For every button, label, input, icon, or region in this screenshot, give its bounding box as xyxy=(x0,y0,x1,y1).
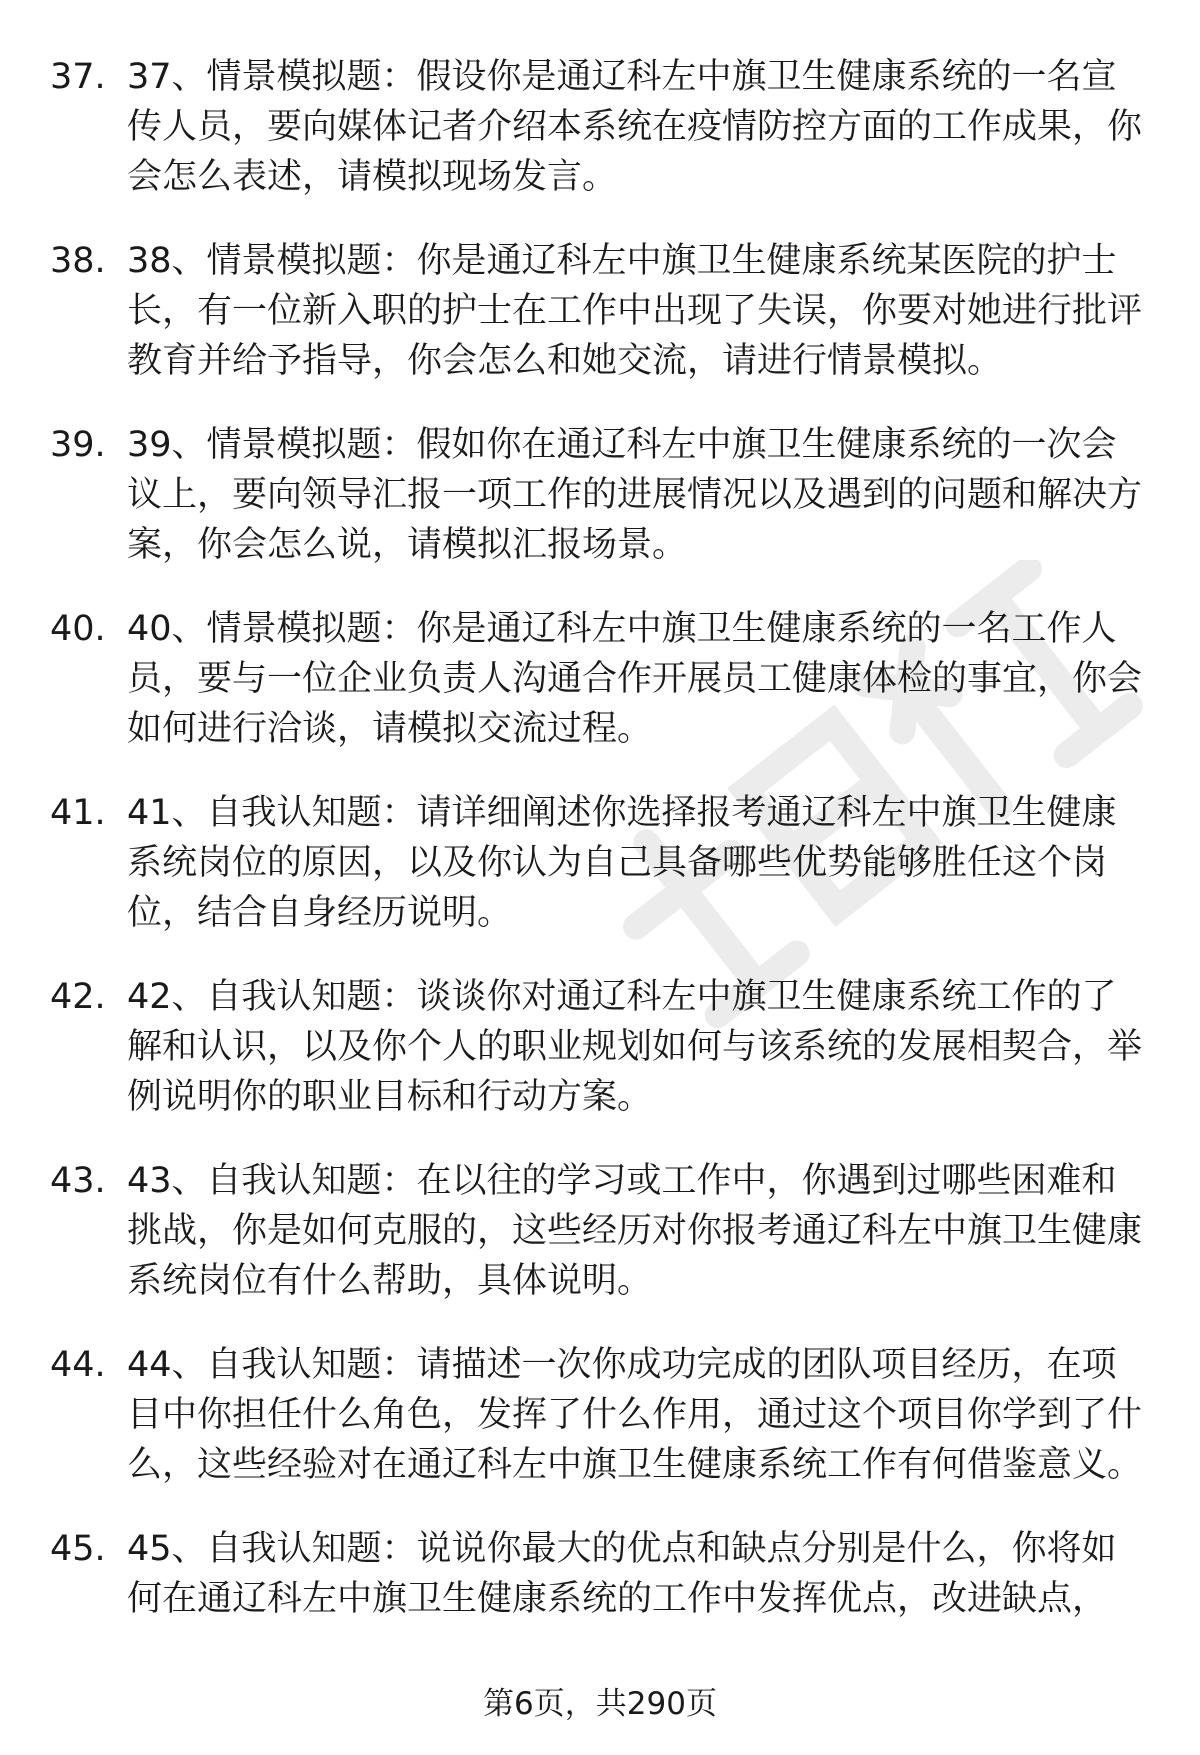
question-item xyxy=(0,1524,1200,1624)
question-number: 44. xyxy=(50,1345,106,1385)
question-item xyxy=(0,1156,1200,1306)
question-text: 39、情景模拟题：假如你在通辽科左中旗卫生健康系统的一次会议上，要向领导汇报一项工作的进展情况以及遇到的问题和解决方案，你会怎么说，请模拟汇报场景。 xyxy=(127,425,1143,565)
question-number: 40. xyxy=(50,609,106,649)
question-text: 38、情景模拟题：你是通辽科左中旗卫生健康系统某医院的护士长，有一位新入职的护士在工作中出现了失误，你要对她进行批评教育并给予指导，你会怎么和她交流，请进行情景模拟。 xyxy=(127,241,1143,381)
question-text: 41、自我认知题：请详细阐述你选择报考通辽科左中旗卫生健康系统岗位的原因，以及你认为自己具备哪些优势能够胜任这个岗位，结合自身经历说明。 xyxy=(127,793,1117,933)
question-text: 43、自我认知题：在以往的学习或工作中，你遇到过哪些困难和挑战，你是如何克服的，这些经历对你报考通辽科左中旗卫生健康系统岗位有什么帮助，具体说明。 xyxy=(127,1161,1143,1301)
question-item xyxy=(0,1340,1200,1490)
question-text: 44、自我认知题：请描述一次你成功完成的团队项目经历，在项目中你担任什么角色，发挥了什么作用，通过这个项目你学到了什么，这些经验对在通辽科左中旗卫生健康系统工作有何借鉴意义。 xyxy=(127,1345,1143,1485)
question-text: 42、自我认知题：谈谈你对通辽科左中旗卫生健康系统工作的了解和认识，以及你个人的职业规划如何与该系统的发展相契合，举例说明你的职业目标和行动方案。 xyxy=(127,977,1143,1117)
question-item xyxy=(0,604,1200,754)
question-number: 43. xyxy=(50,1161,106,1201)
question-list xyxy=(0,52,1200,1658)
question-text: 40、情景模拟题：你是通辽科左中旗卫生健康系统的一名工作人员，要与一位企业负责人沟通合作开展员工健康体检的事宜，你会如何进行洽谈，请模拟交流过程。 xyxy=(127,609,1143,749)
question-item xyxy=(0,52,1200,202)
question-text: 37、情景模拟题：假设你是通辽科左中旗卫生健康系统的一名宣传人员，要向媒体记者介绍本系统在疫情防控方面的工作成果，你会怎么表述，请模拟现场发言。 xyxy=(127,57,1143,197)
question-number: 37. xyxy=(50,57,106,97)
question-text: 45、自我认知题：说说你最大的优点和缺点分别是什么，你将如何在通辽科左中旗卫生健康系统的工作中发挥优点，改进缺点， xyxy=(127,1529,1117,1619)
question-item xyxy=(0,972,1200,1122)
question-number: 42. xyxy=(50,977,106,1017)
question-number: 45. xyxy=(50,1529,106,1569)
question-item xyxy=(0,788,1200,938)
question-number: 38. xyxy=(50,241,106,281)
question-number: 39. xyxy=(50,425,106,465)
question-item xyxy=(0,420,1200,570)
question-number: 41. xyxy=(50,793,106,833)
question-item xyxy=(0,236,1200,386)
page-footer: 第6页，共290页 xyxy=(483,1686,717,1722)
